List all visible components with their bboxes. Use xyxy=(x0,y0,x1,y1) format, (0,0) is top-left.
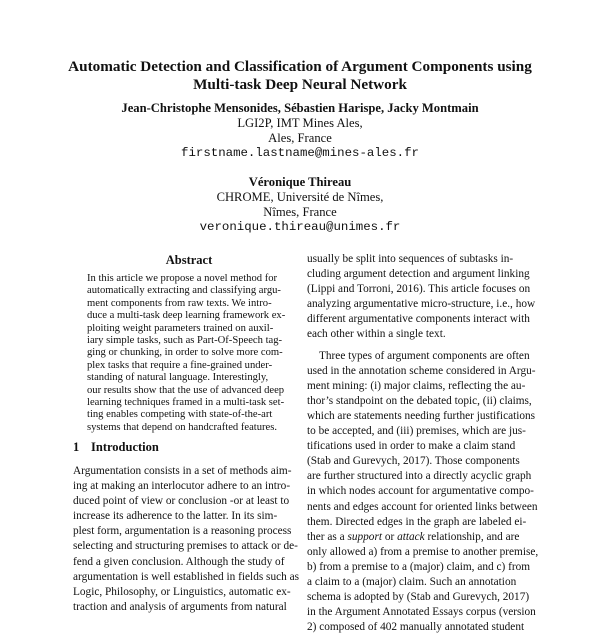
affiliation-line: Ales, France xyxy=(268,131,332,145)
paper-title xyxy=(60,58,540,94)
text-line: cluding argument detection and argument linking xyxy=(307,268,530,281)
text-line: learning techniques framed in a multi-task set- xyxy=(87,397,285,409)
abstract-heading: Abstract xyxy=(165,253,213,267)
text-line: usually be split into sequences of subtasks in- xyxy=(307,253,514,265)
text-line: ting enables competing with state-of-the-art xyxy=(87,409,273,421)
text-span: relationship, and are xyxy=(424,530,520,543)
author-email[interactable]: firstname.lastname@mines-ales.fr xyxy=(181,146,419,160)
author-email[interactable]: veronique.thireau@unimes.fr xyxy=(199,220,401,234)
text-line: analyzing argumentative micro-structure, i.e., how xyxy=(307,298,536,311)
text-line: them. Directed edges in the graph are labeled ei- xyxy=(307,515,527,528)
text-line: (Stab and Gurevych, 2017). Those components xyxy=(307,455,520,468)
text-line: Logic, Philosophy, or Linguistics, automatic ex- xyxy=(73,585,291,598)
text-line: different argumentative components interact with xyxy=(307,313,530,326)
text-line: Three types of argument components are often xyxy=(319,349,530,362)
text-line: used in the annotation scheme considered in Argu- xyxy=(307,364,536,377)
author-block-1 xyxy=(0,101,600,161)
title-line-2: Multi-task Deep Neural Network xyxy=(193,76,407,93)
text-line: ging or chunking, in order to solve more com- xyxy=(87,347,283,359)
text-line: which are statements needing further justifications xyxy=(307,409,536,422)
text-line: ment components from raw texts. We intro- xyxy=(87,297,272,309)
text-line: a claim to a (major) claim. Such an annotation xyxy=(307,575,517,588)
right-column-body xyxy=(307,252,539,635)
author-block-2 xyxy=(0,175,600,235)
text-line: traction and analysis of arguments from natural xyxy=(73,600,287,613)
section-heading-introduction xyxy=(73,440,159,455)
author-names: Véronique Thireau xyxy=(248,175,352,189)
text-line: automatically extracting and classifying argu- xyxy=(87,285,281,297)
text-line: standing of natural language. Interestingly, xyxy=(87,372,269,384)
text-line: tifications used in order to make a claim stand xyxy=(307,440,516,453)
text-line: iary simple tasks, such as Part-Of-Speech tag- xyxy=(87,335,283,347)
introduction-body xyxy=(73,464,305,615)
affiliation-line: LGI2P, IMT Mines Ales, xyxy=(237,116,363,130)
text-line: schema is adopted by (Stab and Gurevych, 2017) xyxy=(307,591,530,604)
text-line: plest form, argumentation is a reasoning process xyxy=(73,525,292,538)
text-line: ploiting weight parameters trained on auxil- xyxy=(87,322,274,334)
text-line: (Lippi and Torroni, 2016). This article focuses on xyxy=(307,283,531,296)
attack-term: attack xyxy=(397,530,425,543)
author-names: Jean-Christophe Mensonides, Sébastien Harispe, Jacky Montmain xyxy=(121,101,479,115)
affiliation-line: CHROME, Université de Nîmes, xyxy=(216,190,384,204)
text-line: ment mining: (i) major claims, reflecting the au- xyxy=(307,379,526,392)
title-line-1: Automatic Detection and Classification of Argument Components using xyxy=(68,58,532,75)
text-line: our results show that the use of advanced deep xyxy=(87,384,285,396)
text-line: are further structured into a directly acyclic graph xyxy=(307,470,532,483)
text-line: in which nodes account for argumentative compo- xyxy=(307,485,534,498)
support-term: support xyxy=(347,530,382,543)
text-line: Argumentation consists in a set of methods aim- xyxy=(73,465,292,477)
text-line: argumentation is well established in fields such as xyxy=(73,570,299,583)
text-line: in the Argument Annotated Essays corpus (version xyxy=(307,606,536,619)
text-line: increase its adherence to the latter. In its sim- xyxy=(73,510,278,523)
text-line: selecting and structuring premises to attack or de- xyxy=(73,540,298,553)
paragraph xyxy=(307,252,536,343)
text-line: nents and edges account for oriented links between xyxy=(307,500,538,513)
text-span: ther as a xyxy=(307,530,348,543)
affiliation-line: Nîmes, France xyxy=(263,205,337,219)
text-line: fend a given conclusion. Although the study of xyxy=(73,555,285,568)
section-title: Introduction xyxy=(91,440,159,454)
text-line-support-attack xyxy=(307,530,532,545)
paragraph xyxy=(307,545,539,635)
section-number: 1 xyxy=(73,440,80,454)
paragraph xyxy=(307,349,538,530)
text-line: only allowed a) from a premise to another premise, xyxy=(307,545,539,558)
text-line: to be accepted, and (iii) premises, which are jus- xyxy=(307,425,526,438)
text-line: b) from a premise to a (major) claim, and c) from xyxy=(307,560,531,573)
text-line: duced point of view or conclusion -or at least to xyxy=(73,495,290,508)
text-line: each other within a single text. xyxy=(307,328,446,341)
text-span: or xyxy=(382,530,398,543)
text-line: In this article we propose a novel method for xyxy=(87,273,278,284)
text-line: duce a multi-task deep learning framework ex- xyxy=(87,310,286,322)
text-line: 2) composed of 402 manually annotated student xyxy=(307,621,525,634)
text-line: ing at making an interlocutor adhere to an intro- xyxy=(73,480,291,493)
text-line: systems that depend on handcrafted features. xyxy=(87,421,278,433)
abstract-body xyxy=(87,273,292,434)
text-line: plex tasks that require a fine-grained under- xyxy=(87,359,273,371)
text-line: thor’s standpoint on the debated topic, (ii) claims, xyxy=(307,394,532,407)
